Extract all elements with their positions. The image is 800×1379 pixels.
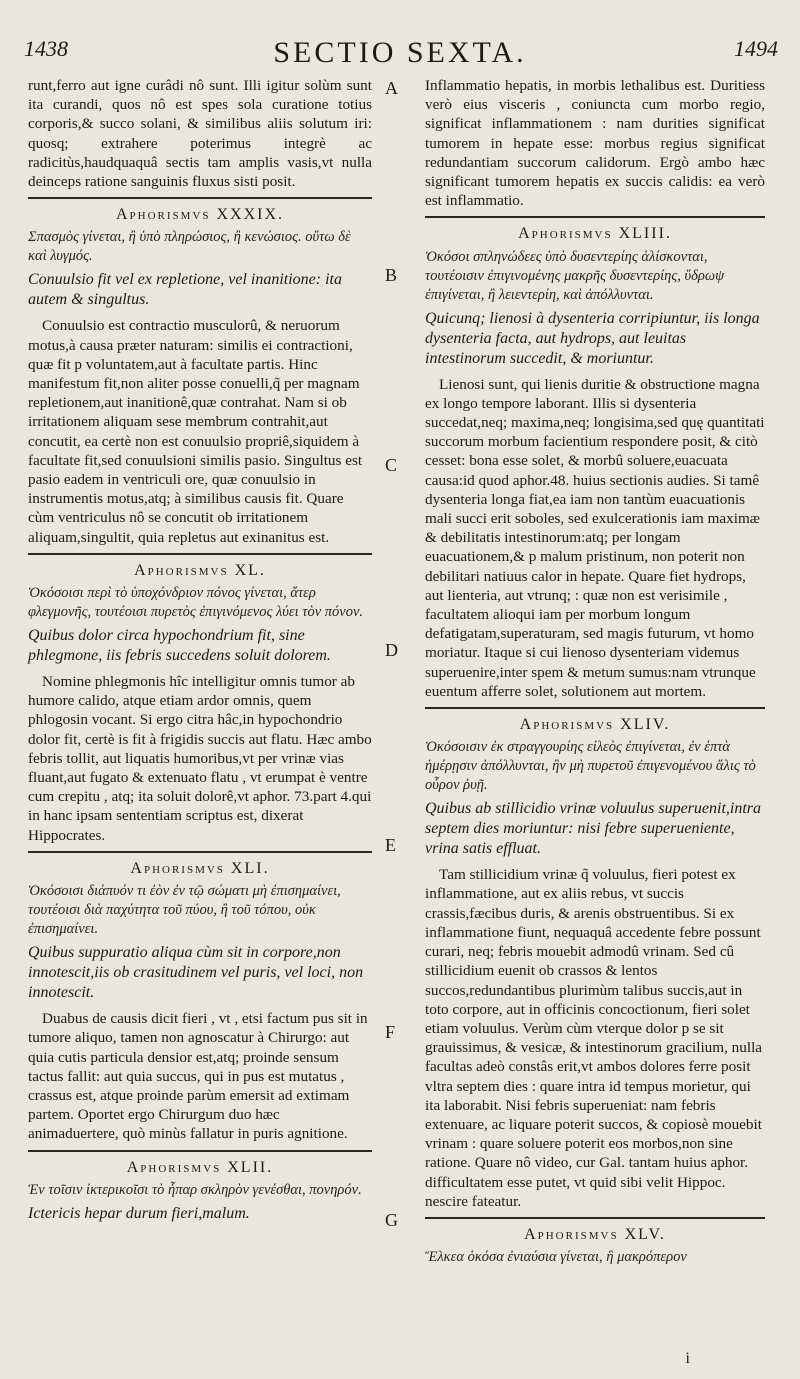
right-column-comm-8: Tam stillicidium vrinæ q̃ voluulus, fieri potest ex inflammatione, aut ex aliis rebus, vt succis crassis,fæcibus duris, & arenis obstruentibus. Si ex inflammatione fiunt, nequaquâ accedente febre possunt curari, neq; febris mouebit admodû vrinam. Sed cû stillicidium euenit ob crassos & lentos succos,redundantibus plurimùm talibus succis,aut in toto corpore, aut in officinis concoctionum, fieri solet etiam voluulus. Verùm cùm vterque dolor p se sit grauissimus, & vesicæ, & intestinorum gracilium, nulla facultas adeò constâs erit,vt ambos dolores ferre posit vltra septem dies : quare intra id tempus morietur, qui ita laborabit. Nisi febris superueniat: nam febris extenuare, ac liquare poterit succos, & copiosè mouebit vrinam : quare soluere poterit eos morbos,non sine ratione. Quare nô video, cur Gal. tantam huius aphor. difficultatem esse putet, vt quid sibi velit Hippoc. nescire fateatur. [425,866,763,1210]
left-column-comm-8: Nomine phlegmonis hîc intelligitur omnis tumor ab humore calido, atque etiam ardor omnis, quem phlogosin vocant. Si ergo citra hâc,in hypochondrio dolor fit, certè is fit à frigidis succis aut flatu. Hæc ambo febris tollit, aut liquatis humoribus,vt per vrinæ vias fluant,aut fugato & extenuato flatu , vt erumpat è ventre cum crepitu , atq; ita soluit dolorê,vt aphor. 73.part 4.qui in hanc ipsam sententiam scriptus est, dixerat Hippocrates. [28,673,372,844]
right-column-heading-5: Aphorismvs XLIV. [425,707,765,734]
left-column-greek-2: Σπασμὸς γίνεται, ἢ ὑπὸ πληρώσιος, ἢ κενώσιος. οὕτω δὲ καὶ λυγμός. [28,229,351,265]
page-number-left: 1438 [24,36,68,61]
right-column-greek-6: Ὁκόσοισιν ἐκ στραγγουρίης εἰλεὸς ἐπιγίνεται, ἐν ἑπτὰ ἡμέρῃσιν ἀπόλλυνται, ἢν μὴ πυρετοῦ ἐπιγενομένου ἅλις τὸ οὖρον ῥυῇ. [425,739,756,794]
margin-letter-g: G [385,1210,398,1230]
left-column-greek-10: Ὁκόσοισι διάπυόν τι ἐὸν ἐν τῷ σώματι μὴ ἐπισημαίνει, τουτέοισι διὰ παχύτητα τοῦ πύου, ἢ τοῦ τόπου, οὐκ ἐπισημαίνει. [28,883,341,938]
left-column-latin-11: Quibus suppuratio aliqua cùm sit in corpore,non innotescit,iis ob crasitudinem vel puris, vel loci, non innotescit. [28,944,364,1002]
left-column-greek-6: Ὁκόσοισι περὶ τὸ ὑποχόνδριον πόνος γίνεται, ἄτερ φλεγμονῆς, τουτέοισι πυρετὸς ἐπιγινόμενος λύει τὸν πόνον. [28,585,364,621]
left-column-latin-3: Conuulsio fit vel ex repletione, vel inanitione: ita autem & singultus. [28,271,342,309]
right-column-heading-9: Aphorismvs XLV. [425,1217,765,1244]
left-column-heading-1: Aphorismvs XXXIX. [28,197,372,224]
margin-letter-e: E [385,835,396,855]
margin-letter-b: B [385,265,398,285]
catchword: i [685,1350,690,1367]
left-column-latin-15: Ictericis hepar durum fieri,malum. [28,1204,250,1222]
left-column-heading-13: Aphorismvs XLII. [28,1150,372,1177]
right-column-greek-2: Ὁκόσοι σπληνώδεες ὑπὸ δυσεντερίης ἁλίσκονται, τουτέοισιν ἐπιγινομένης μακρῆς δυσεντερίης, ὕδρωψ ἐπιγίνεται, ἢ λειεντερίη, καὶ ἀπόλλυνται. [425,248,725,303]
margin-letter-c: C [385,455,398,475]
left-column-greek-14: Ἐν τοῖσιν ἰκτερικοῖσι τὸ ἧπαρ σκληρὸν γενέσθαι, πονηρόν. [28,1181,362,1198]
margin-letters [379,0,419,1379]
page-number-right: 1494 [734,36,778,61]
right-column-heading-1: Aphorismvs XLIII. [425,216,765,243]
left-column-latin-7: Quibus dolor circa hypochondrium fit, sine phlegmone, iis febris succedens soluit dolorem. [28,627,331,665]
left-column-comm-12: Duabus de causis dicit fieri , vt , etsi factum pus sit in tumore aliquo, tamen non agnoscatur à Chirurgo: aut quia cutis particula densior est,atq; proinde sensum tactus fallit: aut quia succus, qui in pus est mutatus , crassus est, atque proinde parùm emersit ad extimam partem. Oportet ergo Chirurgum duo hæc animaduertere, quò minùs fallatur in puris agnitione. [28,1010,368,1143]
right-column-text-0: Inflammatio hepatis, in morbis lethalibus est. Duritiess verò eius visceris , coniuncta cum morbo regio, significat inflammationem : nam durities significat tumorem in hepate esse: morbus regius significat redundantiam succorum calidorum. Ergò ambo hæc significant tumorem hepatis ex succis calidis: ea verò est inflammatio. [425,77,765,210]
left-column-comm-4: Conuulsio est contractio musculorû, & neruorum motus,à causa præter naturam: similis ei contractioni, quæ fit p voluntatem,aut à facultate partis. Hinc manifestum fit,non aliter posse conuelli,q̃ per magnam repletionem,aut inanitionê,quæ contrahat. Nam si ob irritationem aliquam sese membrum contrahit,aut concutit, ea certè non est conuulsio propriê,siquidem à facultate fit,sed conuulsioni similis pasio. Singultus est pasio eadem in ventriculi ore, quæ conuulsio in instrumentis motus,atq; à similibus causis fit. Quare cùm ventriculus nô se concutit ob irritationem aliquam,singultit, quia repletus aut exinanitus est. [28,317,363,546]
margin-letter-a: A [385,78,398,98]
left-column-text-0: runt,ferro aut igne curâdi nô sunt. Illi igitur solùm sunt ita curandi, quos nô est spes sola curatione totius corporis,& succo solani, & similibus aliis solutum iri: quosq; extrahere poterimus integrè ac radicitùs,haudquaquâ sectis tam amplis vasis,vt nulla deinceps ratione sanguinis fluxus sisti posit. [28,77,372,191]
margin-letter-d: D [385,640,398,660]
left-column-heading-5: Aphorismvs XL. [28,553,372,580]
left-column-heading-9: Aphorismvs XLI. [28,851,372,878]
right-column-latin-3: Quicunq; lienosi à dysenteria corripiuntur, iis longa dysenteria facta, aut hydrops, aut leuitas intestinorum succedit, & moriuntur. [425,309,760,367]
running-title: SECTIO SEXTA. [273,36,527,69]
right-column-latin-7: Quibus ab stillicidio vrinæ voluulus superuenit,intra septem dies moriuntur: nisi febre superueniente, vrina satis effluat. [425,800,761,858]
margin-letter-f: F [385,1022,396,1042]
right-column-greek-10: Ἕλκεα ὁκόσα ἐνιαύσια γίνεται, ἢ μακρόπερον [425,1249,687,1266]
right-column [425,76,765,1271]
left-column [28,76,372,1230]
right-column-comm-4: Lienosi sunt, qui lienis duritie & obstructione magna ex longo tempore laborant. Illis si dysenteria succedat,neq; maxima,neq; longisima,sed quę quantitati succorum morbum facientium respondere posit, & citò cesset: bona esse solet, & morbû soluere,euacuata causa:id quod aphor.48. huius sectionis audies. Si tamê dysenteria longa fiat,ea iam non tantùm euacuationis mali succi erit soboles, sed exulcerationis iam maximæ & debilitatis intestinorum:atq; per longam euacuationem,& p malum pristinum, non poterit non debilitari natiuus calor in hepate. Quare fiet hydrops, aut lienteria, aut vtrunq; : quæ non est verisimile , facultatem alioqui iam per morbum longum defatigatam,superaturam, sed magis futurum, vt homo moriatur. Itaque si cui lienoso dysenteriam videmus superuenire,inter spem & metum sumus:nam vtrunque euentum afferre solet, solutionem aut mortem. [425,375,765,700]
